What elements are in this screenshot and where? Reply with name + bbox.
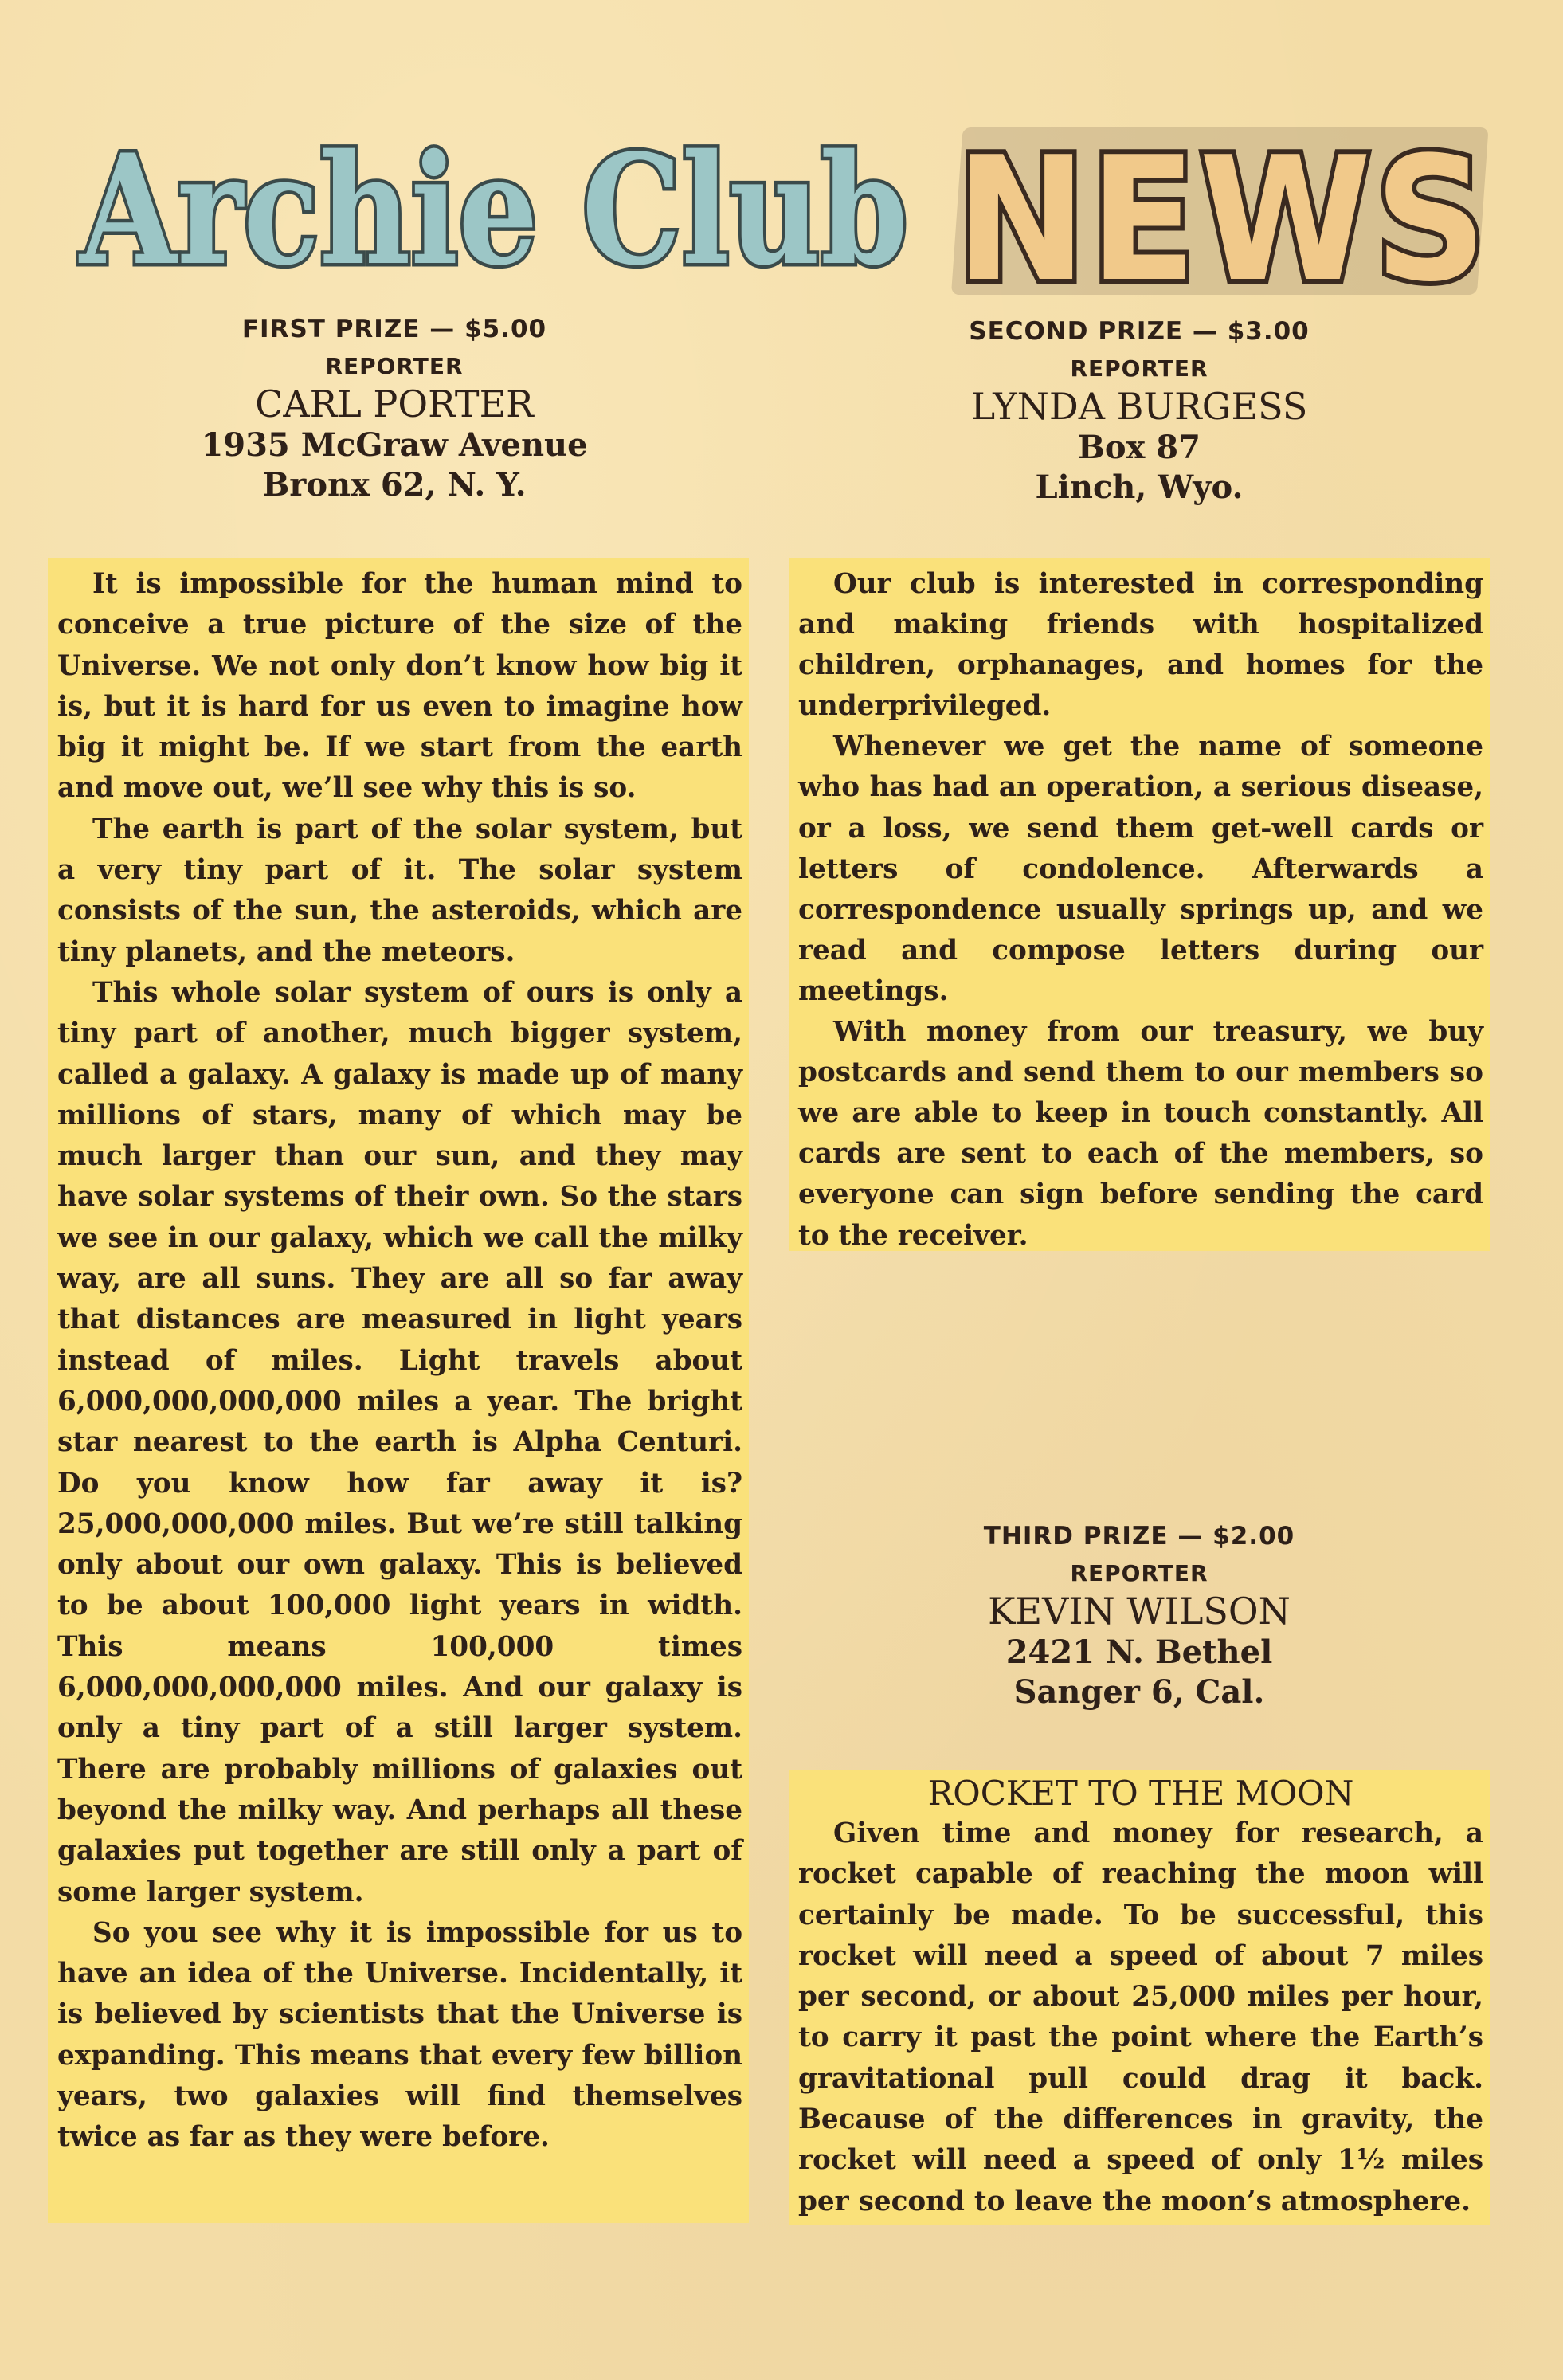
prize-amount: SECOND PRIZE — $3.00 bbox=[969, 317, 1310, 346]
article-club-correspondence bbox=[789, 558, 1490, 1251]
article-paragraph: Our club is interested in corresponding and making friends with hospitalized children, orphanages, and homes for the underprivileged. bbox=[798, 568, 1483, 723]
article-paragraph: With money from our treasury, we buy postcards and send them to our members so we are able to keep in touch constantly. All cards are sent to each of the members, so everyone can sign before sending the card to the receiver. bbox=[798, 1016, 1483, 1252]
reporter-label: REPORTER bbox=[325, 353, 464, 379]
reporter-name: CARL PORTER bbox=[255, 382, 534, 425]
reporter-name: LYNDA BURGESS bbox=[970, 385, 1308, 428]
masthead-news: NEWS bbox=[956, 120, 1490, 320]
masthead bbox=[78, 112, 1498, 320]
reporter-name: KEVIN WILSON bbox=[988, 1590, 1291, 1633]
article-title: ROCKET TO THE MOON bbox=[927, 1774, 1354, 1813]
second-prize-header bbox=[884, 317, 1394, 508]
reporter-address-line2: Linch, Wyo. bbox=[1035, 469, 1244, 506]
article-paragraph: This whole solar system of ours is only a tiny part of another, much bigger system, called a galaxy. A galaxy is made up of many millions of stars, many of which may be much larger than our sun, and they may have solar systems of their own. So the stars we see in our galaxy, which we call the milky way, are all suns. They are all so far away that distances are measured in light years instead of miles. Light travels about 6,000,000,000,000 miles a year. The bright star nearest to the earth is Alpha Centuri. Do you know how far away it is? 25,000,000,000 miles. But we’re still talking only about our own galaxy. This is believed to be about 100,000 light years in width. This means 100,000 times 6,000,000,000,000 miles. And our galaxy is only a tiny part of a still larger system. There are probably millions of galaxies out beyond the milky way. And perhaps all these galaxies put together are still only a part of some larger system. bbox=[57, 976, 742, 1908]
first-prize-header bbox=[135, 315, 653, 505]
reporter-address-line2: Sanger 6, Cal. bbox=[1013, 1673, 1265, 1711]
article-paragraph: The earth is part of the solar system, but a very tiny part of it. The solar system consists of the sun, the asteroids, which are tiny planets, and the meteors. bbox=[57, 813, 742, 968]
article-paragraph: Whenever we get the name of someone who has had an operation, a serious disease, or a loss, we send them get-well cards or letters of condolence. Afterwards a correspondence usually springs up, and we read and compose letters during our meetings. bbox=[798, 731, 1483, 1007]
article-universe bbox=[48, 558, 749, 2223]
prize-amount: THIRD PRIZE — $2.00 bbox=[983, 1522, 1295, 1551]
reporter-address-line2: Bronx 62, N. Y. bbox=[262, 466, 527, 504]
article-paragraph: So you see why it is impossible for us to have an idea of the Universe. Incidentally, it is believed by scientists that the Universe is expanding. This means that every few billion years, two galaxies will find themselves twice as far as they were before. bbox=[57, 1916, 742, 2154]
reporter-label: REPORTER bbox=[1070, 355, 1208, 382]
article-paragraph: Given time and money for research, a rocket capable of reaching the moon will certainly be made. To be successful, this rocket will need a speed of about 7 miles per second, or about 25,000 miles per hour, to carry it past the point where the Earth’s gravitational pull could drag it back. Because of the differences in gravity, the rocket will need a speed of only 1½ miles per second to leave the moon’s atmosphere. bbox=[798, 1817, 1483, 2217]
article-paragraph: It is impossible for the human mind to conceive a true picture of the size of the Universe. We not only don’t know how big it is, but it is hard for us even to imagine how big it might be. If we start from the earth and move out, we’ll see why this is so. bbox=[57, 568, 742, 805]
third-prize-header bbox=[900, 1522, 1378, 1712]
masthead-archie-club: Archie Club bbox=[78, 121, 909, 299]
article-rocket-to-the-moon bbox=[789, 1770, 1490, 2225]
reporter-address-line1: 2421 N. Bethel bbox=[1005, 1633, 1273, 1671]
reporter-label: REPORTER bbox=[1070, 1560, 1208, 1586]
reporter-address-line1: Box 87 bbox=[1078, 429, 1201, 466]
prize-amount: FIRST PRIZE — $5.00 bbox=[241, 315, 547, 343]
reporter-address-line1: 1935 McGraw Avenue bbox=[201, 426, 588, 464]
masthead-logo bbox=[78, 112, 1498, 320]
